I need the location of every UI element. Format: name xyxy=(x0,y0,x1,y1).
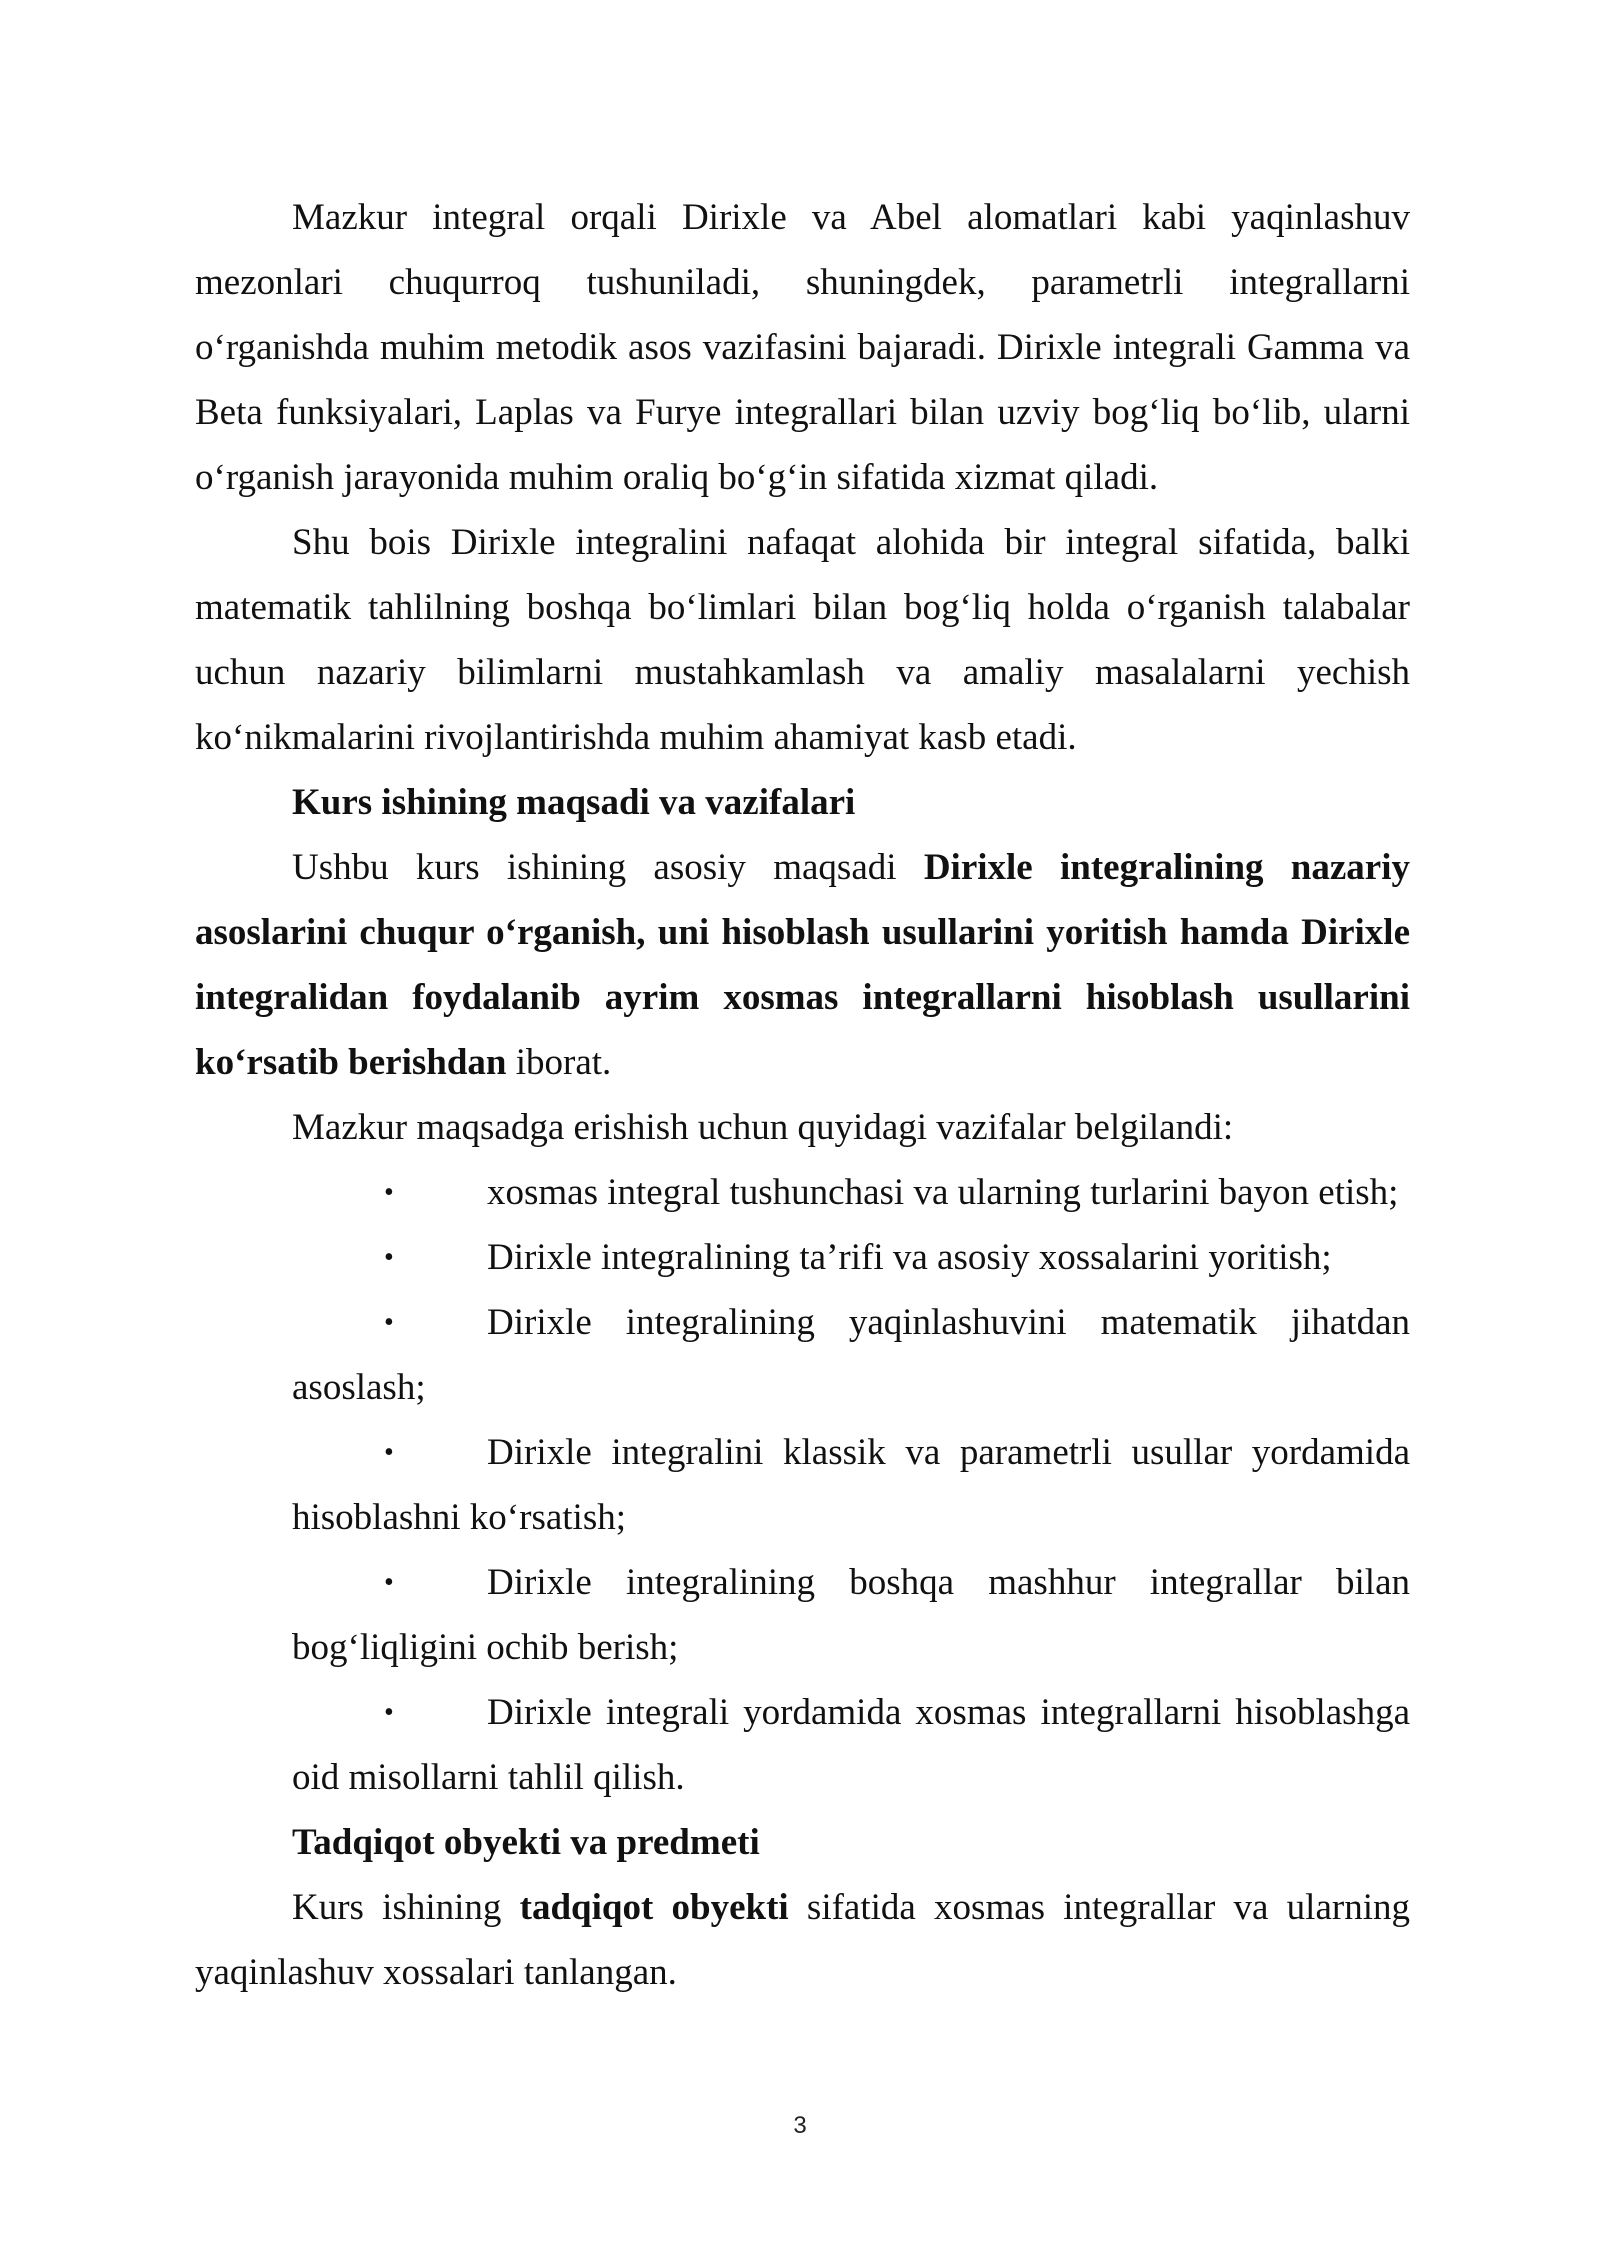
list-item xyxy=(292,1290,1410,1420)
bullet-icon: • xyxy=(384,1567,394,1598)
list-item-text: xosmas integral tushunchasi va ularning turlarini bayon etish; xyxy=(487,1172,1399,1213)
paragraph-dirixle-intro: Mazkur integral orqali Dirixle va Abel alomatlari kabi yaqinlashuv mezonlari chuqurroq tushuniladi, shuningdek, parametrli integrallarni o‘rganishda muhim metodik asos vazifasini bajaradi. Dirixle integrali Gamma va Beta funksiyalari, Laplas va Furye integrallari bilan uzviy bog‘liq bo‘lib, ularni o‘rganish jarayonida muhim oraliq bo‘g‘in sifatida xizmat qiladi. xyxy=(195,197,1410,498)
bullet-icon: • xyxy=(384,1242,394,1273)
paragraph-main-goal xyxy=(195,835,1410,1095)
object-text-end: sifatida xosmas integrallar va ularning yaqinlashuv xossalari tanlangan. xyxy=(195,1887,1410,1993)
list-item-text: Dirixle integralining ta’rifi va asosiy xossalarini yoritish; xyxy=(487,1237,1332,1278)
document-page xyxy=(195,185,1410,2005)
paragraph-tasks-intro: Mazkur maqsadga erishish uchun quyidagi vazifalar belgilandi: xyxy=(292,1107,1234,1148)
list-item-text: Dirixle integralini klassik va parametrli usullar yordamida hisoblashni ko‘rsatish; xyxy=(292,1432,1410,1538)
page-number: 3 xyxy=(793,2112,807,2139)
list-item xyxy=(292,1550,1410,1680)
object-text-start: Kurs ishining xyxy=(292,1887,520,1928)
object-text-bold: tadqiqot obyekti xyxy=(519,1887,789,1928)
list-item xyxy=(292,1680,1410,1810)
bullet-icon: • xyxy=(384,1307,394,1338)
paragraph-research-object xyxy=(195,1875,1410,2005)
bullet-icon: • xyxy=(384,1437,394,1468)
list-item-text: Dirixle integralining boshqa mashhur integrallar bilan bog‘liqligini ochib berish; xyxy=(292,1562,1410,1668)
list-item xyxy=(292,1420,1410,1550)
bullet-icon: • xyxy=(384,1177,394,1208)
tasks-list xyxy=(195,1160,1410,1810)
heading-goals-and-tasks: Kurs ishining maqsadi va vazifalari xyxy=(292,782,856,823)
list-item-text: Dirixle integralining yaqinlashuvini matematik jihatdan asoslash; xyxy=(292,1302,1410,1408)
list-item xyxy=(292,1160,1410,1225)
bullet-icon: • xyxy=(384,1697,394,1728)
goal-text-start: Ushbu kurs ishining asosiy maqsadi xyxy=(292,847,924,888)
goal-text-end: iborat. xyxy=(506,1042,612,1083)
goal-text-bold: Dirixle integralining nazariy asoslarini chuqur o‘rganish, uni hisoblash usullarini yoritish hamda Dirixle integralidan foydalanib ayrim xosmas integrallarni hisoblash usullarini ko‘rsatib berishdan xyxy=(195,847,1411,1083)
paragraph-dirixle-importance: Shu bois Dirixle integralini nafaqat alohida bir integral sifatida, balki matematik tahlilning boshqa bo‘limlari bilan bog‘liq holda o‘rganish talabalar uchun nazariy bilimlarni mustahkamlash va amaliy masalalarni yechish ko‘nikmalarini rivojlantirishda muhim ahamiyat kasb etadi. xyxy=(195,522,1410,758)
heading-research-object: Tadqiqot obyekti va predmeti xyxy=(292,1822,760,1863)
list-item-text: Dirixle integrali yordamida xosmas integrallarni hisoblashga oid misollarni tahlil qilish. xyxy=(292,1692,1410,1798)
list-item xyxy=(292,1225,1410,1290)
